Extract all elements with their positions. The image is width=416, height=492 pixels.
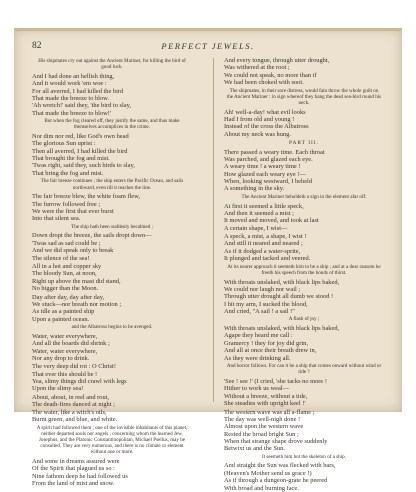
running-title: PERFECT JEWELS. — [161, 41, 255, 51]
stanza — [224, 409, 384, 453]
verse-line: Day after day, day after day, — [32, 293, 105, 301]
verse-line: That bring the fog and mist. — [32, 169, 104, 177]
verse-line: The death-fires danced at night ; — [32, 401, 115, 409]
stanza — [32, 363, 192, 392]
verse-line: Right up above the mast did stand, — [32, 277, 121, 285]
verse-line: At first it seemed a little speck, — [224, 202, 304, 210]
verse-line: Had I from old and young ! — [224, 116, 295, 124]
verse-line: And straight the Sun was flecked with bars, — [224, 462, 336, 470]
stanza — [32, 394, 192, 423]
verse-line: Without a breeze, without a tide, — [224, 392, 308, 400]
verse-line: A certain shape, I wist— — [224, 224, 288, 232]
verse-line: Down dropt the breeze, the sails dropt down— — [32, 232, 152, 240]
stanza — [32, 458, 192, 487]
verse-line: Upon the slimy sea! — [32, 385, 84, 393]
verse-line: Gramercy ! they for joy did grin, — [224, 339, 308, 347]
verse-line: (Heaven's Mother send us grace !) — [224, 469, 312, 477]
verse-line: With broad and burning face. — [224, 484, 299, 492]
verse-line: 'See ! see !' (I cried, 'she tacks no more ! — [224, 377, 327, 385]
verse-line: Water, water everywhere, — [32, 347, 98, 355]
verse-line: And it would work 'em woe : — [32, 80, 107, 88]
verse-line: And every tongue, through utter drought, — [224, 57, 330, 64]
verse-line: There passed a weary time. Each throat — [224, 148, 325, 156]
stanza — [32, 232, 192, 261]
verse-line: And some in dreams assured were — [32, 458, 120, 466]
stanza — [224, 149, 384, 193]
verse-line: That ever this should be ! — [32, 370, 98, 378]
verse-line: That made the breeze to blow. — [32, 94, 109, 102]
verse-line: When that strange shape drove suddenly — [224, 437, 328, 445]
verse-line: Through utter drought all dumb we stood ! — [224, 293, 334, 301]
verse-line: The water, like a witch's oils, — [32, 408, 107, 416]
verse-line: A speck, a mist, a shape, I wist ! — [224, 233, 307, 241]
verse-line: As they were drinking all. — [224, 354, 291, 362]
verse-line: When, looking westward, I beheld — [224, 177, 313, 185]
column-divider — [213, 58, 214, 402]
verse-line: As if it dodged a water-sprite, — [224, 247, 301, 255]
verse-line: As idle as a painted ship — [32, 308, 95, 316]
verse-line: We stuck—nor breath nor motion ; — [32, 300, 122, 308]
verse-line: Into that silent sea. — [32, 215, 81, 223]
verse-line: The silence of the sea! — [32, 254, 90, 262]
stanza — [224, 203, 384, 232]
stanza — [32, 294, 192, 323]
verse-line: She steadies with upright keel !' — [224, 399, 306, 407]
marginal-gloss: The Ancient Mariner beholdeth a sign in the element afar off. — [241, 193, 367, 200]
verse-line: No bigger than the Moon. — [32, 285, 99, 293]
verse-line: 'Twas sad as sad could be ; — [32, 239, 101, 247]
verse-line: From the land of mist and snow. — [32, 480, 115, 488]
verse-line: As if through a dungeon-grate he peered — [224, 477, 328, 485]
verse-line: About my neck was hung. — [224, 130, 291, 138]
verse-line: It moved and moved, and took at last — [224, 217, 319, 225]
stanza — [32, 73, 192, 117]
book-page — [14, 28, 402, 492]
verse-line: Nor any drop to drink. — [32, 354, 90, 362]
verse-line: Then all averred, I had killed the bird — [32, 147, 128, 155]
verse-line: We could nor laugh nor wail ; — [224, 285, 301, 293]
marginal-gloss: The shipmates, in their sore distress, would fain throw the whole guilt on the Ancient Mariner : in sign whereof they hang the dead sea-bird round his neck. — [226, 87, 382, 106]
stanza — [224, 233, 384, 262]
verse-line: Was parched, and glazed each eye. — [224, 155, 313, 163]
verse-line: Nine fathom deep he had followed us — [32, 472, 128, 480]
verse-line: Yea, slimy things did crawl with legs — [32, 378, 127, 386]
verse-line: How glazed each weary eye !— — [224, 170, 306, 178]
verse-line: Ah! well-a-day! what evil looks — [224, 108, 306, 116]
marginal-gloss: But when the fog cleared off, they justify the same, and thus make themselves accomplices in the crime. — [44, 118, 180, 131]
verse-line: Water, water everywhere, — [32, 332, 98, 340]
verse-line: And then it seemed a mist ; — [224, 209, 294, 217]
verse-line: Nor dim nor red, like God's own head — [32, 133, 129, 141]
right-column — [224, 57, 384, 492]
verse-line: And all at once their breath drew in, — [224, 347, 317, 355]
verse-line: 'Ah wretch!' said they, 'the bird to slay, — [32, 102, 131, 110]
verse-line: The western wave was all a-flame ; — [224, 408, 315, 416]
verse-line: Burnt green, and blue, and white. — [32, 416, 118, 424]
verse-line: Of the Spirit that plagued us so : — [32, 465, 115, 473]
left-column — [32, 57, 192, 488]
stanza — [224, 57, 384, 86]
marginal-gloss: The ship hath been suddenly becalmed ; — [71, 223, 153, 230]
marginal-gloss: His shipmates cry out against the Ancient Mariner, for killing the bird of good luck. — [38, 58, 186, 71]
verse-line: A something in the sky. — [224, 185, 285, 193]
marginal-gloss: The fair breeze continues ; the ship enters the Pacific Ocean, and sails northward, even till it reaches the line. — [40, 178, 184, 191]
verse-line: Rested the broad bright Sun ; — [224, 430, 299, 438]
stanza — [32, 263, 192, 292]
verse-line: All in a hot and copper sky — [32, 263, 102, 271]
verse-line: The furrow followed free ; — [32, 200, 101, 208]
verse-line: Was withered at the root ; — [224, 64, 290, 72]
stanza — [224, 109, 384, 138]
verse-line: Upon a painted ocean. — [32, 315, 90, 323]
verse-line: A weary time ! a weary time ! — [224, 163, 301, 171]
verse-line: About, about, in reel and rout, — [32, 394, 110, 401]
verse-line: And still it neared and neared ; — [224, 240, 303, 248]
stanza — [224, 462, 384, 491]
verse-line: And cried, "A sail ! a sail !" — [224, 307, 295, 315]
stanza — [224, 279, 384, 316]
page-edge — [14, 28, 402, 31]
stanza — [224, 378, 384, 407]
verse-line: With throats unslaked, with black lips baked, — [224, 325, 340, 333]
verse-line: We were the first that ever burst — [32, 207, 114, 215]
marginal-gloss: At its nearer approach it seemeth him to be a ship ; and at a dear ransom he freeth his speech from the bonds of thirst. — [227, 263, 381, 276]
stanza — [32, 133, 192, 177]
verse-line: The glorious Sun uprist : — [32, 140, 96, 148]
page-number: 82 — [32, 41, 42, 51]
verse-line: Betwixt us and the Sun. — [224, 445, 285, 453]
verse-line: Agape they heard me call : — [224, 332, 293, 340]
verse-line: The fair breeze blew, the white foam flew, — [32, 193, 140, 201]
verse-line: The very deep did rot : O Christ! — [32, 363, 116, 371]
verse-line: Almost upon the western wave — [224, 423, 304, 431]
verse-line: That made the breeze to blow!' — [32, 109, 112, 117]
part-heading: PART III. — [289, 140, 319, 147]
verse-line: And I had done an hellish thing, — [32, 72, 115, 80]
verse-line: And we did speak only to break — [32, 247, 114, 255]
marginal-gloss: and the Albatross begins to be avenged. — [71, 324, 153, 331]
verse-line: And all the boards did shrink ; — [32, 340, 110, 348]
verse-line: Hither to work us weal— — [224, 385, 289, 393]
marginal-gloss: It seemeth him but the skeleton of a ship. — [262, 453, 346, 460]
verse-line: That brought the fog and mist. — [32, 155, 110, 163]
verse-line: We had been choked with soot. — [224, 79, 304, 87]
marginal-gloss: A spirit had followed them ; one of the invisible inhabitants of this planet, neither departed souls nor angels ; concerning whom the learned Jew, Josephus, and the Platonic Constantinopolitan, Michael Psellus, may be consulted. They are very numerous, and there is no climate or element without one or more. — [36, 424, 188, 456]
stanza — [32, 333, 192, 362]
verse-line: I bit my arm, I sucked the blood, — [224, 300, 308, 308]
verse-line: With throats unslaked, with black lips baked, — [224, 278, 340, 286]
verse-line: The bloody Sun, at noon, — [32, 270, 97, 278]
page-header — [32, 41, 384, 53]
marginal-gloss: A flash of joy ; — [288, 316, 320, 323]
verse-line: It plunged and tacked and veered. — [224, 255, 311, 263]
verse-line: For all averred, I had killed the bird — [32, 87, 124, 95]
stanza — [32, 193, 192, 222]
verse-line: 'Twas right, said they, such birds to slay, — [32, 162, 135, 170]
verse-line: We could not speak, no more than if — [224, 71, 317, 79]
verse-line: The day was well-nigh done ! — [224, 415, 301, 423]
stanza — [224, 325, 384, 362]
verse-line: Instead of the cross the Albatross — [224, 123, 309, 131]
marginal-gloss: And horror follows. For can it be a ship that comes onward without wind or tide ? — [226, 363, 382, 376]
